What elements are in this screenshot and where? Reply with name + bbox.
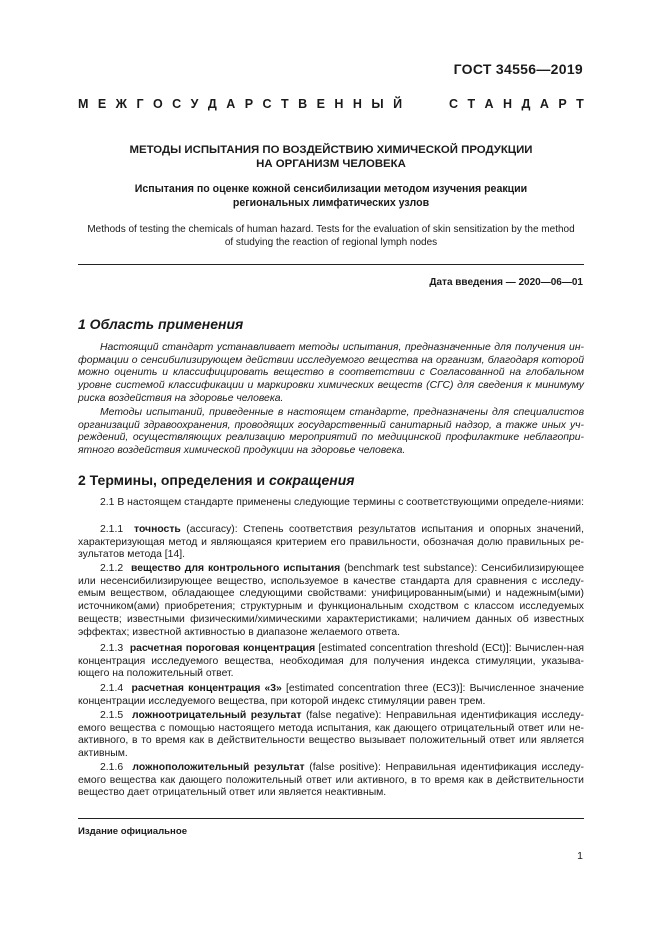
english-title-line-2: of studying the reaction of regional lymph nodes [224,236,438,248]
document-subtitle [78,183,584,210]
heading-letter: С [448,97,458,111]
term-2-1-3 [78,643,584,681]
english-title-line-1: Methods of testing the chemicals of human hazard. Tests for the evaluation of skin sensitization by the method [87,224,575,235]
term-number: 2.1.3 [100,643,124,654]
document-number: ГОСТ 34556—2019 [453,61,583,77]
introduction-date: Дата введения — 2020—06—01 [429,277,583,288]
heading-letter: А [539,97,549,111]
document-subtitle-line-2: региональных лимфатических узлов [232,196,430,209]
term-definition: (false positive): Неправильная идентификация исследу-емого вещества как дающего положительный ответ или активного, в то время как в действительности вещество дает отрицательный ответ или является неактивным. [78,762,584,799]
term-name: ложноположительный результат [132,762,305,773]
section-1-paragraph-2 [78,407,584,458]
heading-letter: Е [316,97,325,111]
heading-letter: Е [97,97,107,111]
term-definition: (false negative): Неправильная идентификация исследу-емого вещества с помощью настоящего метода испытания, как дающего отрицательный ответ или не-активного, в то время как в действительности вещество вызывает положительный ответ или является активным. [78,710,584,760]
document-title [78,143,584,171]
section-1-heading: 1 Область применения [78,316,244,332]
heading-letter: Ы [371,97,384,111]
term-name: вещество для контрольного испытания [130,563,341,574]
heading-letter: Р [558,97,567,111]
heading-letter: У [190,97,199,111]
term-definition: (accuracy): Степень соответствия результатов испытания и опорных значений, характеризующая метод и являющаяся критерием его правильности, обозначая долю правильных ре-зультатов метода [14]. [78,524,584,561]
section-1-paragraph-1-text: Настоящий стандарт устанавливает методы испытания, предназначенные для получения ин-формации о сенсибилизирующем действии исследуемого вещества на организм, благодаря которой можно оценить и классифицировать вещество в соответствии с Согласованной на глобальном уровне системой классификации и маркировки химических веществ (СГС) для сведения к минимуму риска воздействия на здоровье человека. [78,342,584,404]
term-number: 2.1.5 [100,710,124,721]
clause-2-1 [78,497,584,510]
term-number: 2.1.4 [100,683,124,694]
title-divider [78,264,584,265]
section-1-paragraph-1 [78,342,584,406]
heading-letter: Д [521,97,531,111]
clause-2-1-text: 2.1 В настоящем стандарте применены следующие термины с соответствующими определе-ниями: [100,497,584,508]
footer-divider [78,818,584,819]
heading-letter: Т [576,97,584,111]
heading-letter: С [172,97,182,111]
section-2-heading [78,472,355,488]
heading-letter: Р [244,97,254,111]
term-2-1-4 [78,683,584,708]
heading-letter: Г [136,97,144,111]
heading-letter: А [226,97,236,111]
section-2-heading-text: 2 Термины, определения и [78,472,269,488]
english-title [78,224,584,249]
document-title-line-2: НА ОРГАНИЗМ ЧЕЛОВЕКА [256,158,406,170]
section-1-paragraph-2-text: Методы испытаний, приведенные в настоящем стандарте, предназначены для специалистов организаций здравоохранения, проводящих государственный санитарный надзор, а также иных уч-реждений, осуществляющих реализацию мероприятий по медицинской профилактике неблагопри-ятного воздействия химической продукции на здоровье человека. [78,407,584,457]
heading-word-gap [412,97,440,111]
document-subtitle-line-1: Испытания по оценке кожной сенсибилизации методом изучения реакции [134,183,528,195]
heading-letter: Н [352,97,362,111]
term-2-1-5 [78,710,584,761]
term-name: расчетная концентрация «3» [131,683,282,694]
heading-letter: О [152,97,163,111]
heading-letter: Д [207,97,217,111]
page-number: 1 [577,850,583,862]
heading-letter: Ж [115,97,127,111]
heading-letter: Н [503,97,513,111]
heading-letter: С [262,97,272,111]
term-2-1-6 [78,762,584,800]
heading-letter: В [298,97,308,111]
edition-label: Издание официальное [78,826,188,837]
term-number: 2.1.1 [100,524,124,535]
term-number: 2.1.6 [100,762,124,773]
term-2-1-1 [78,524,584,562]
term-definition: (benchmark test substance): Сенсибилизирующее или несенсибилизирующее вещество, используемое в качестве стандарта для сравнения с исследу-емым веществом, обладающее следующими свойствами: унифицированным(ыми) и надежным(ыми) источником(ами) приобретения; структурным и функциональным сходством с классом исследуемых веществ; известными физическими/химическими характеристиками; наличием данных об известных эффектах; известной активностью в диапазоне желаемого ответа. [78,563,584,638]
heading-letter: Т [467,97,476,111]
term-name: расчетная пороговая концентрация [129,643,316,654]
term-number: 2.1.2 [100,563,124,574]
standard-type-heading [78,97,584,111]
document-title-line-1: МЕТОДЫ ИСПЫТАНИЯ ПО ВОЗДЕЙСТВИЮ ХИМИЧЕСКОЙ ПРОДУКЦИИ [129,144,533,156]
term-name: ложноотрицательный результат [132,710,302,721]
section-2-heading-emphasis: сокращения [268,472,355,488]
term-definition: [estimated concentration three (EC3)]: Вычисленное значение концентрации исследуемого вещества, при которой индекс стимуляции равен трем. [78,683,585,707]
term-name: точность [134,524,181,535]
heading-letter: Н [334,97,344,111]
heading-letter: М [78,97,89,111]
term-definition: [estimated concentration threshold (ECt)]: Вычислен-ная концентрация исследуемого вещества, необходимая для получения индекса стимуляции, указыва-ющего на положительный ответ. [78,643,584,680]
heading-letter: А [484,97,494,111]
heading-letter: Т [281,97,289,111]
term-2-1-2 [78,563,584,639]
heading-letter: Й [393,97,403,111]
